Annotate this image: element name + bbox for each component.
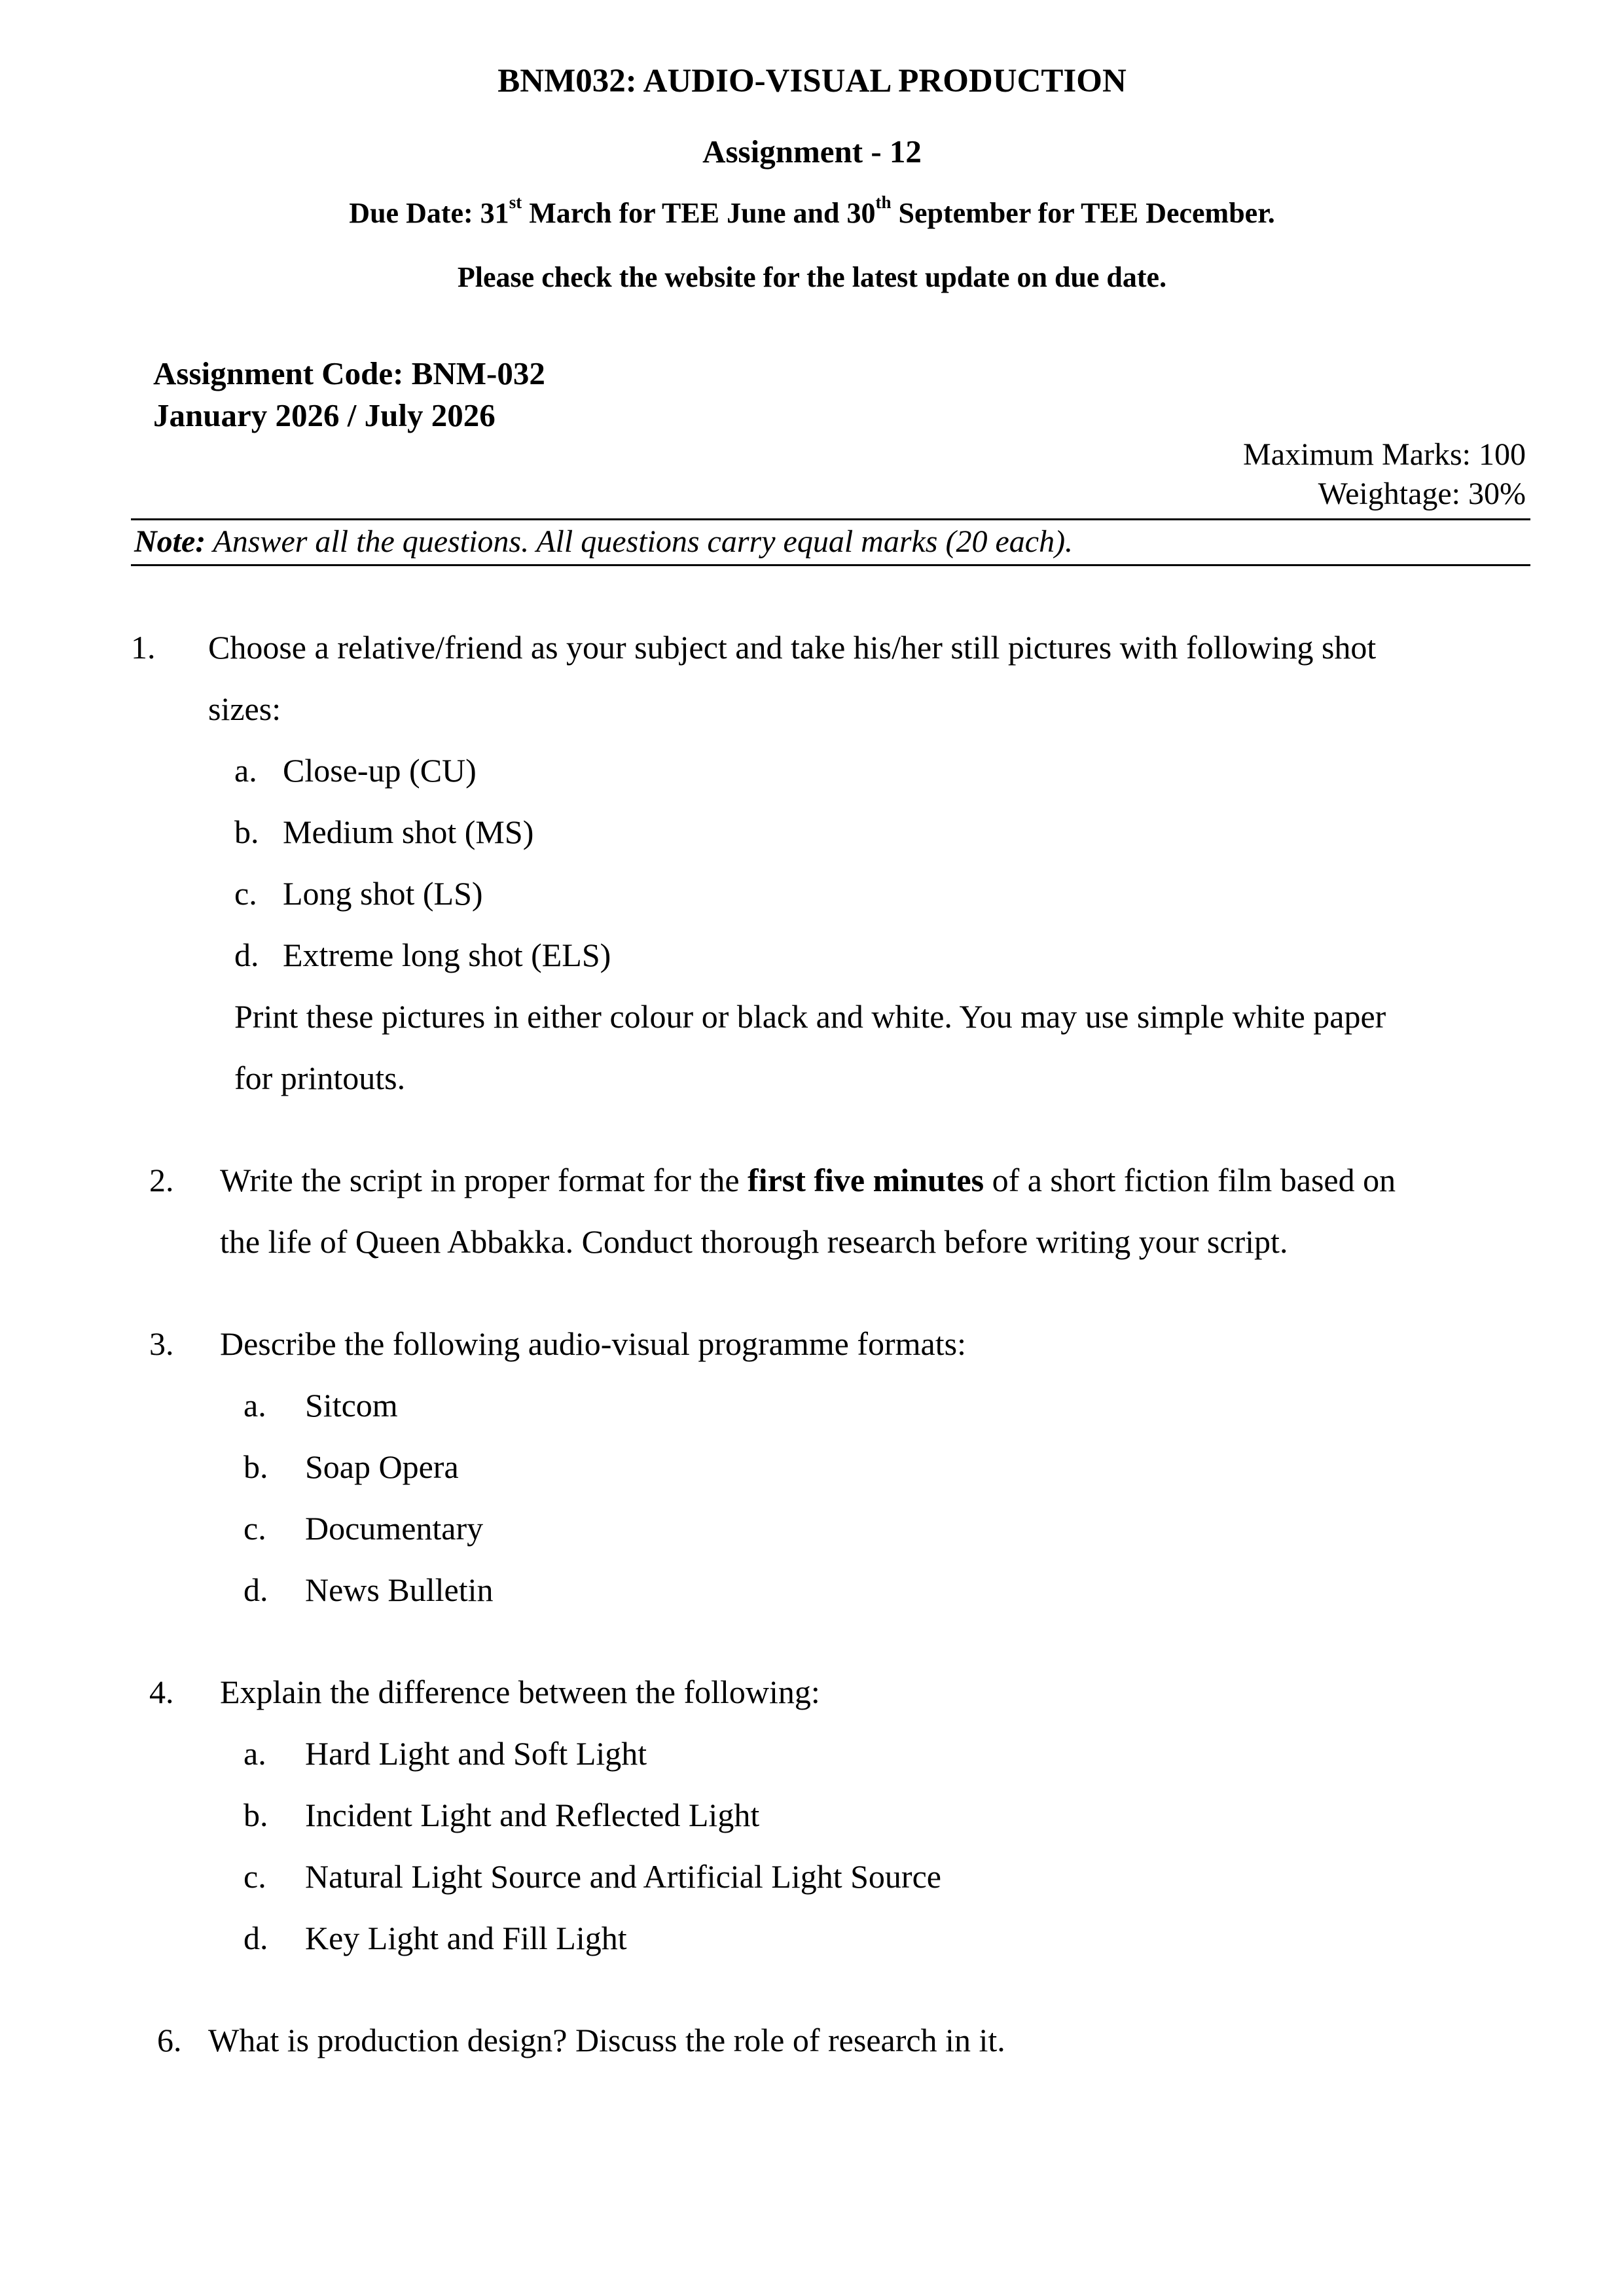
due-date-line: Due Date: 31st March for TEE June and 30th September for TEE December. (349, 192, 1275, 229)
weightage: Weightage: 30% (1318, 476, 1526, 511)
maximum-marks: Maximum Marks: 100 (1243, 437, 1526, 472)
question-text: Write the script in proper format for the first five minutes of a short fiction film based on (220, 1162, 1396, 1198)
list-item-label: c. (234, 875, 257, 912)
list-item-text: Soap Opera (305, 1448, 459, 1485)
list-item-text: Incident Light and Reflected Light (305, 1797, 760, 1833)
note-line (134, 524, 1073, 560)
list-item-label: a. (244, 1735, 266, 1772)
list-item-text: Medium shot (MS) (283, 814, 534, 850)
list-item-text: Hard Light and Soft Light (305, 1735, 647, 1772)
top-divider (131, 518, 1530, 520)
assignment-number: Assignment - 12 (702, 134, 922, 170)
note-text: Answer all the questions. All questions carry equal marks (20 each). (206, 524, 1074, 559)
list-item-text: Key Light and Fill Light (305, 1920, 627, 1956)
list-item-label: b. (244, 1448, 268, 1485)
question-instruction-cont: for printouts. (234, 1060, 406, 1096)
website-check-note: Please check the website for the latest update on due date. (457, 261, 1167, 293)
question-instruction: Print these pictures in either colour or black and white. You may use simple white paper (234, 998, 1386, 1035)
question-text: Explain the difference between the following: (220, 1674, 820, 1710)
question-text-cont: sizes: (208, 691, 281, 727)
list-item-text: Documentary (305, 1510, 484, 1547)
question-number: 1. (131, 629, 156, 666)
list-item-label: b. (234, 814, 259, 850)
list-item-text: Natural Light Source and Artificial Light Source (305, 1858, 941, 1895)
question-number: 2. (149, 1162, 174, 1198)
list-item-label: d. (234, 937, 259, 973)
question-text: What is production design? Discuss the role of research in it. (208, 2022, 1005, 2058)
question-number: 4. (149, 1674, 174, 1710)
list-item-label: d. (244, 1920, 268, 1956)
bottom-divider (131, 564, 1530, 566)
list-item-label: a. (244, 1387, 266, 1424)
session-line: January 2026 / July 2026 (153, 397, 496, 433)
note-label: Note: (134, 524, 206, 559)
list-item-label: c. (244, 1858, 266, 1895)
document-title: BNM032: AUDIO-VISUAL PRODUCTION (497, 63, 1127, 99)
question-text-cont: the life of Queen Abbakka. Conduct thorough research before writing your script. (220, 1223, 1288, 1260)
list-item-label: b. (244, 1797, 268, 1833)
assignment-code: Assignment Code: BNM-032 (153, 355, 545, 391)
question-number: 3. (149, 1325, 174, 1362)
list-item-text: Extreme long shot (ELS) (283, 937, 611, 973)
list-item-text: Close-up (CU) (283, 752, 477, 789)
list-item-label: d. (244, 1571, 268, 1608)
list-item-text: News Bulletin (305, 1571, 494, 1608)
list-item-text: Long shot (LS) (283, 875, 483, 912)
list-item-label: a. (234, 752, 257, 789)
question-text: Choose a relative/friend as your subject and take his/her still pictures with following shot (208, 629, 1377, 666)
question-text: Describe the following audio-visual programme formats: (220, 1325, 966, 1362)
list-item-label: c. (244, 1510, 266, 1547)
question-number: 6. (157, 2022, 182, 2058)
list-item-text: Sitcom (305, 1387, 398, 1424)
